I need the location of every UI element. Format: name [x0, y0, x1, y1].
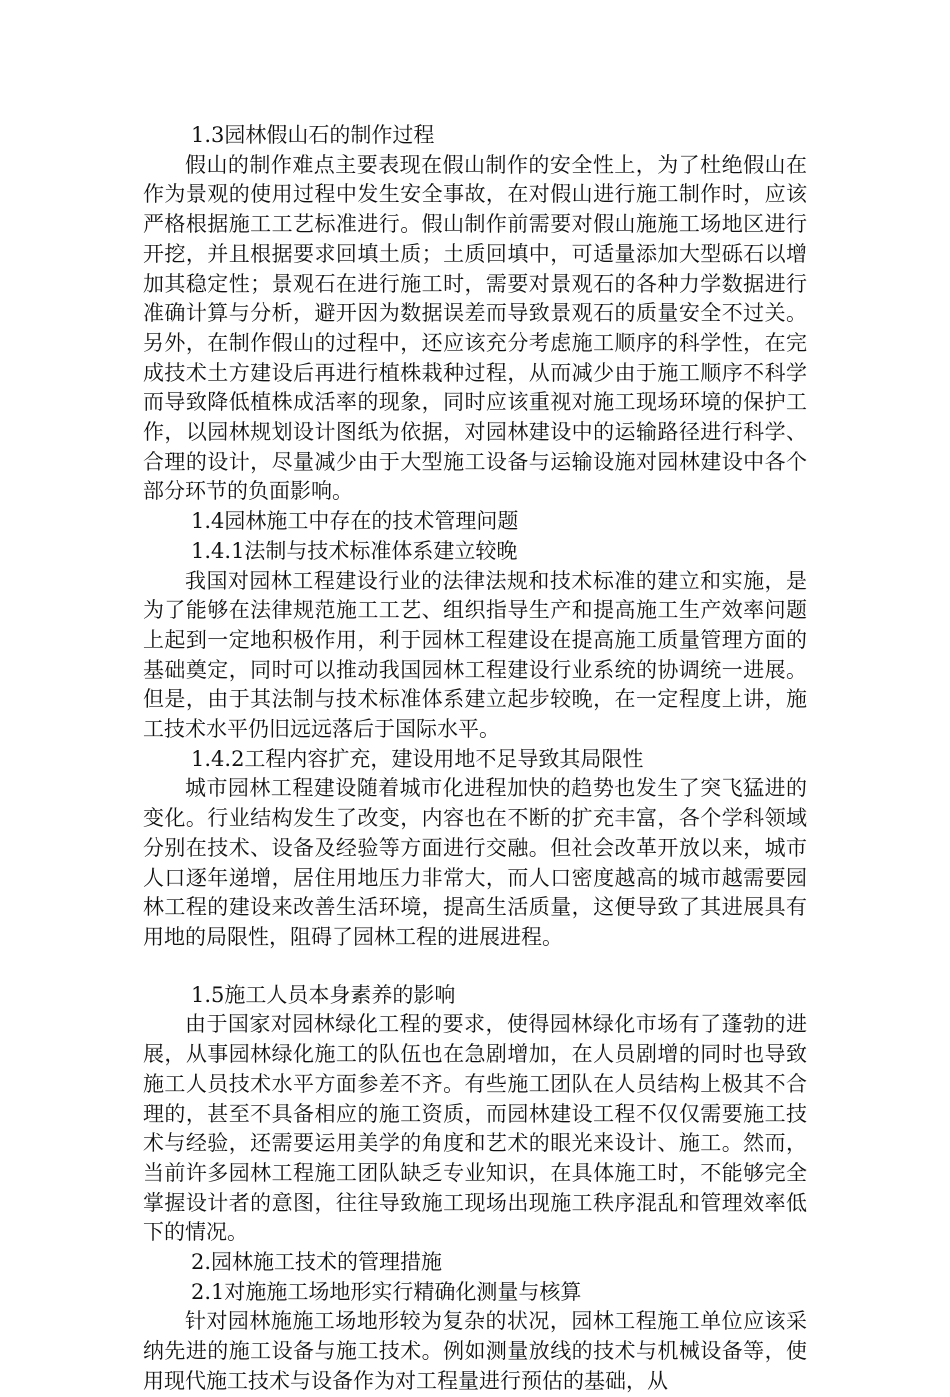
- paragraph-personnel-quality: 由于国家对园林绿化工程的要求，使得园林绿化市场有了蓬勃的进展，从事园林绿化施工的队伍也在急剧增加，在人员剧增的同时也导致施工人员技术水平方面参差不齐。有些施工团队在人员结构上极其不合理的，甚至不具备相应的施工资质，而园林建设工程不仅仅需要施工技术与经验，还需要运用美学的角度和艺术的眼光来设计、施工。然而，当前许多园林工程施工团队缺乏专业知识，在具体施工时，不能够完全掌握设计者的意图，往往导致施工现场出现施工秩序混乱和管理效率低下的情况。: [143, 1012, 807, 1245]
- section-heading-1-3: 1.3园林假山石的制作过程: [191, 123, 435, 147]
- paragraph-land-limitation: 城市园林工程建设随着城市化进程加快的趋势也发生了突飞猛进的变化。行业结构发生了改变，内容也在不断的扩充丰富，各个学科领域分别在技术、设备及经验等方面进行交融。但社会改革开放以来，城市人口逐年递增，居住用地压力非常大，而人口密度越高的城市越需要园林工程的建设来改善生活环境，提高生活质量，这便导致了其进展具有用地的局限性，阻碍了园林工程的进展进程。: [143, 776, 807, 949]
- section-heading-2-1: 2.1对施施工场地形实行精确化测量与核算: [191, 1279, 582, 1304]
- paragraph-rockery-production: 假山的制作难点主要表现在假山制作的安全性上，为了杜绝假山在作为景观的使用过程中发生安全事故，在对假山进行施工制作时，应该严格根据施工工艺标准进行。假山制作前需要对假山施施工场地区进行开挖，并且根据要求回填土质；土质回填中，可适量添加大型砾石以增加其稳定性；景观石在进行施工时，需要对景观石的各种力学数据进行准确计算与分析，避开因为数据误差而导致景观石的质量安全不过关。另外，在制作假山的过程中，还应该充分考虑施工顺序的科学性，在完成技术土方建设后再进行植株栽种过程，从而减少由于施工顺序不科学而导致降低植株成活率的现象，同时应该重视对施工现场环境的保护工作，以园林规划设计图纸为依据，对园林建设中的运输路径进行科学、合理的设计，尽量减少由于大型施工设备与运输设施对园林建设中各个部分环节的负面影响。: [143, 152, 807, 504]
- paragraph-legal-standards: 我国对园林工程建设行业的法律法规和技术标准的建立和实施，是为了能够在法律规范施工工艺、组织指导生产和提高施工生产效率问题上起到一定地积极作用，利于园林工程建设在提高施工质量管理方面的基础奠定，同时可以推动我国园林工程建设行业系统的协调统一进展。但是，由于其法制与技术标准体系建立起步较晚，在一定程度上讲，施工技术水平仍旧远远落后于国际水平。: [143, 568, 807, 742]
- section-heading-1-4: 1.4园林施工中存在的技术管理问题: [191, 509, 519, 534]
- section-heading-2: 2.园林施工技术的管理措施: [191, 1250, 443, 1275]
- section-heading-1-4-1: 1.4.1法制与技术标准体系建立较晚: [191, 538, 518, 563]
- document-body: [143, 121, 807, 1397]
- section-heading-1-4-2: 1.4.2工程内容扩充，建设用地不足导致其局限性: [191, 746, 644, 771]
- paragraph-site-measurement: 针对园林施施工场地形较为复杂的状况，园林工程施工单位应该采纳先进的施工设备与施工技术。例如测量放线的技术与机械设备等，使用现代施工技术与设备作为对工程量进行预估的基础，从: [143, 1309, 807, 1393]
- paragraph-spacer: [143, 953, 807, 981]
- section-heading-1-5: 1.5施工人员本身素养的影响: [191, 982, 456, 1007]
